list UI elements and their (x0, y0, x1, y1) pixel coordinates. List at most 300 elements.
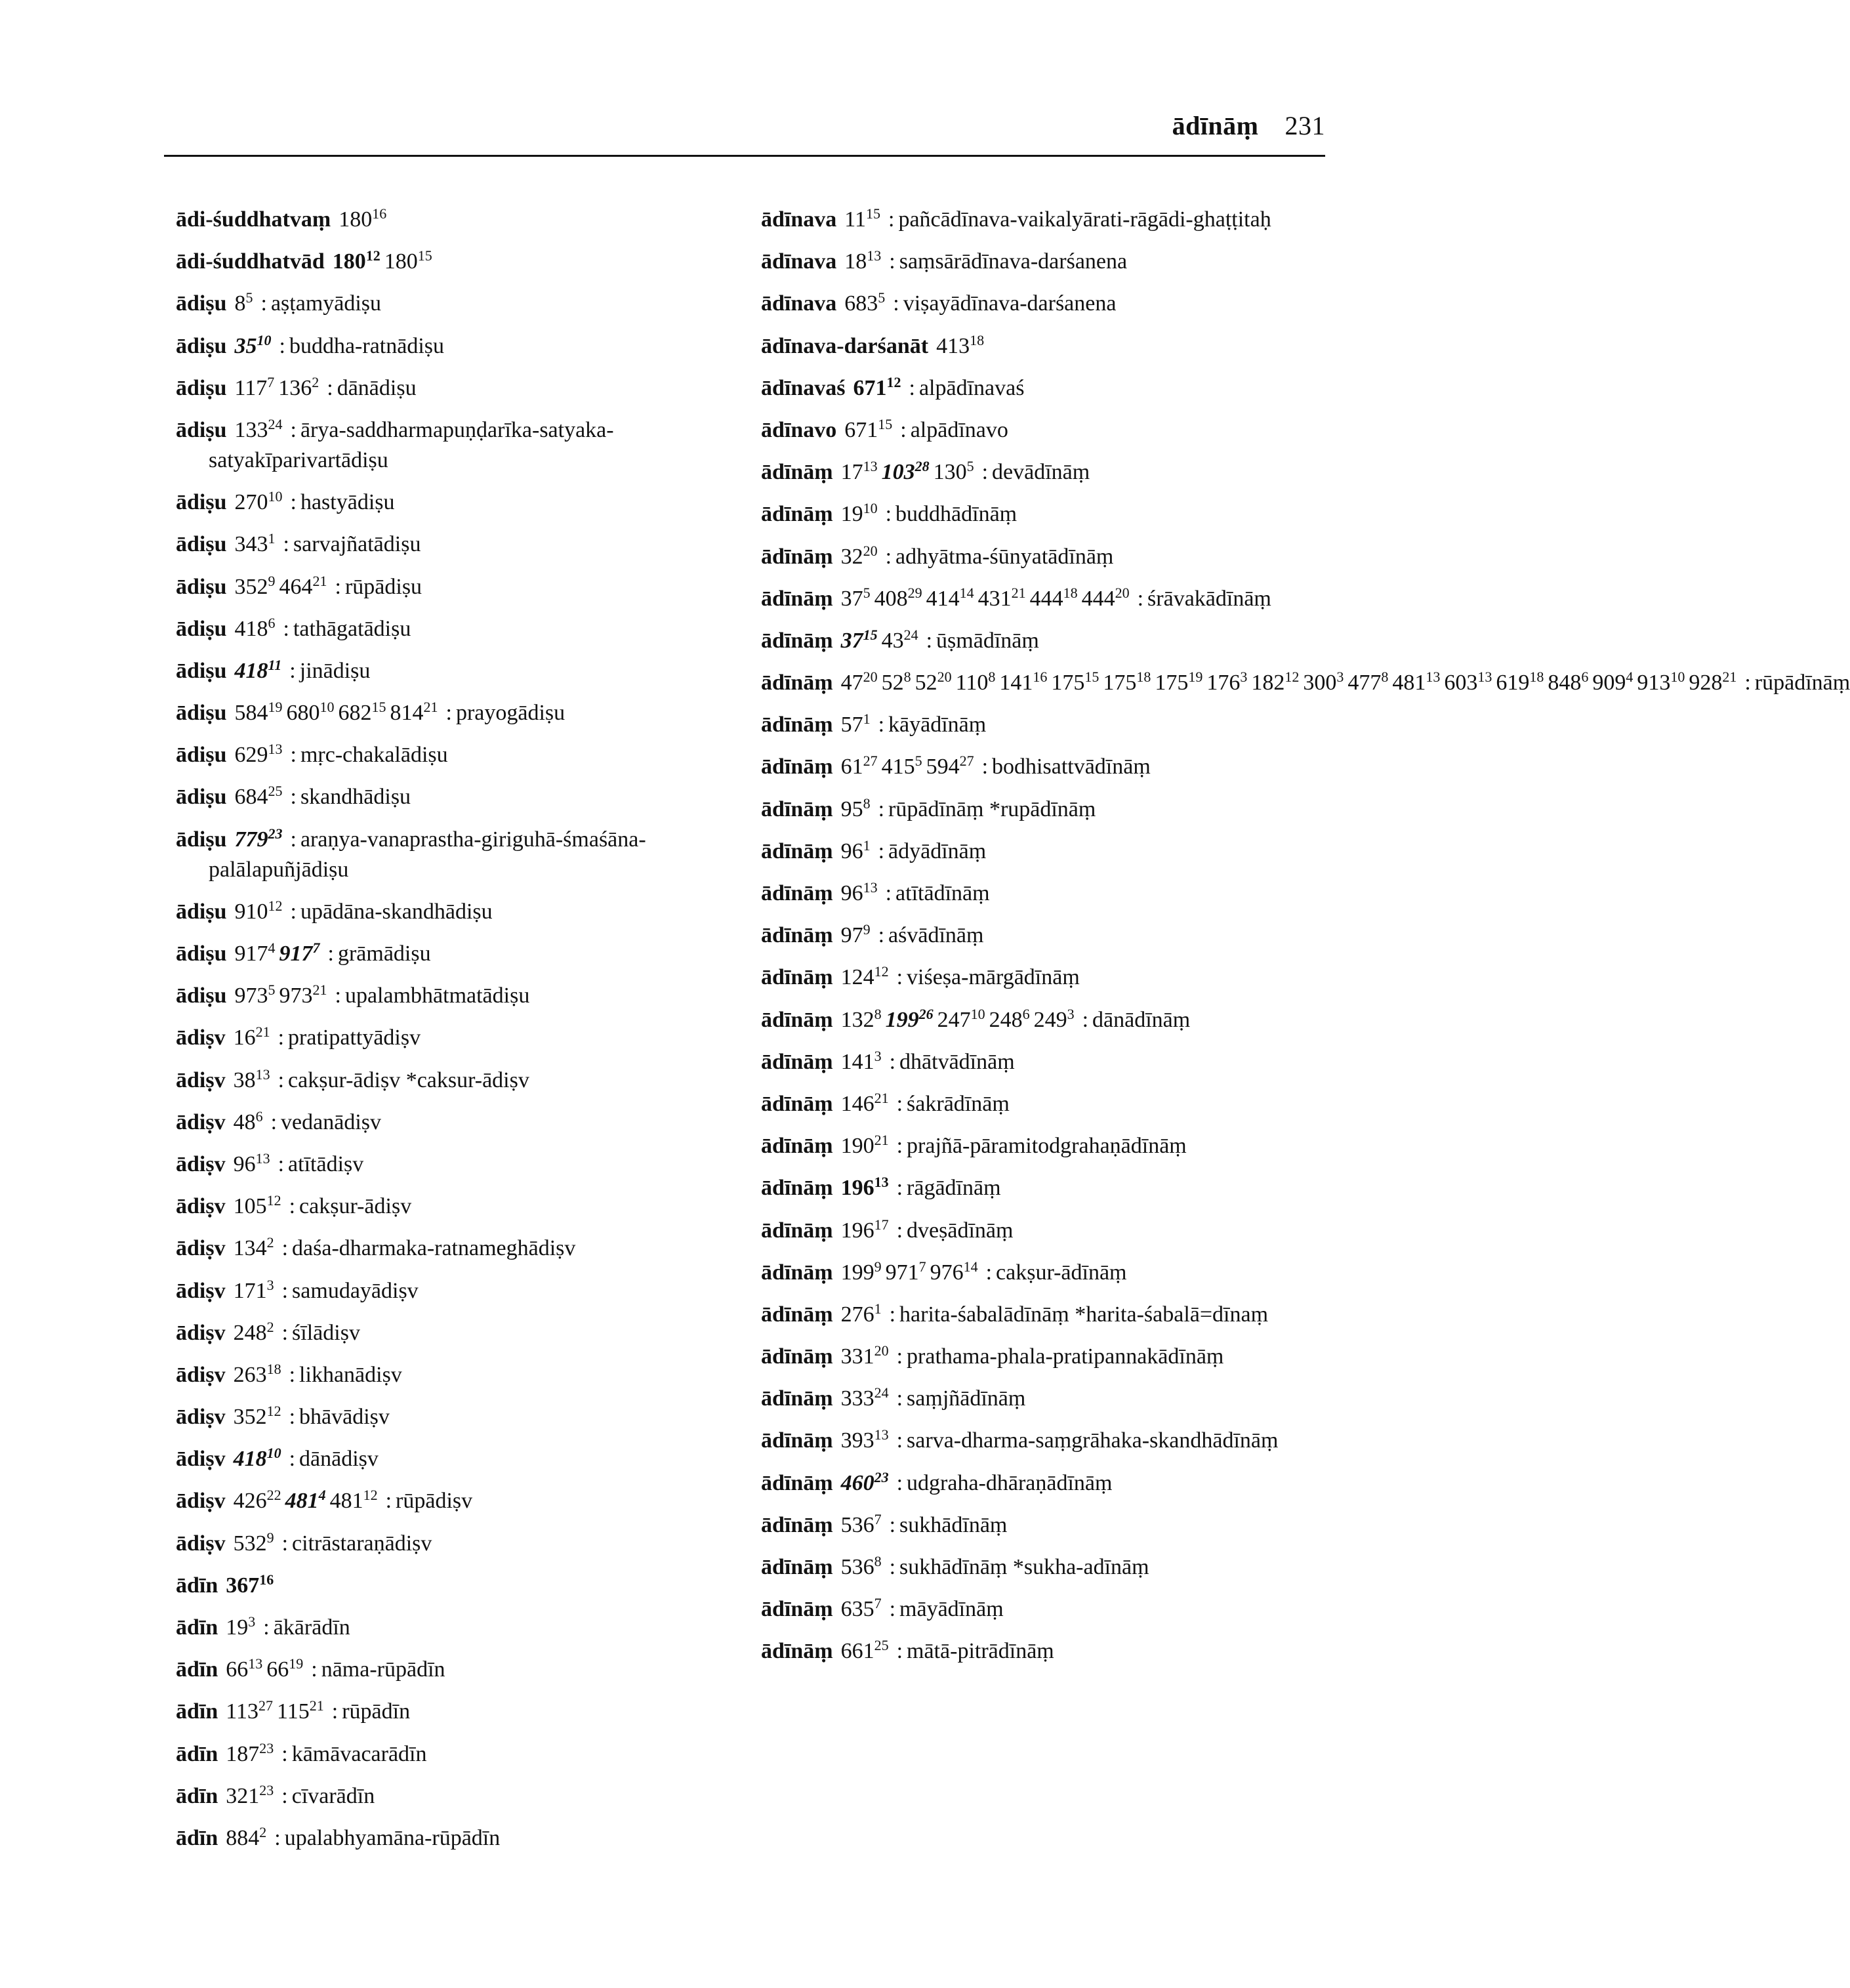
page-reference (841, 1218, 889, 1243)
colon-separator: : (1137, 586, 1144, 611)
index-entry (761, 584, 1325, 614)
entry-headword: ādīnāṃ (761, 460, 833, 485)
entry-gloss: pañcādīnava-vaikalyārati-rāgādi-ghaṭṭitaḥ (898, 207, 1271, 232)
entry-gloss: śakrādīnāṃ (907, 1091, 1010, 1116)
colon-separator: : (274, 1825, 281, 1850)
page-reference (234, 1405, 281, 1429)
index-entry (176, 1233, 753, 1264)
running-head-word: ādīnāṃ (1172, 111, 1259, 140)
page-number-ref: 96 (840, 881, 863, 905)
page-reference (882, 671, 911, 695)
page-reference (977, 584, 1026, 611)
page-number-ref: 352 (233, 1405, 267, 1430)
entry-headword: ādiṣu (176, 490, 227, 515)
entry-gloss: udgraha-dhāraṇādīnāṃ (907, 1470, 1113, 1495)
page-reference (1155, 671, 1202, 695)
page-number-ref: 196 (840, 1176, 874, 1201)
page-number-ref: 43 (881, 628, 904, 653)
page-reference (339, 207, 386, 232)
entry-gloss: bodhisattvādīnāṃ (992, 755, 1151, 779)
index-entry (761, 1047, 1325, 1077)
entry-headword: ādīn (176, 1741, 218, 1766)
index-entry (176, 205, 753, 235)
entry-headword: ādiṣv (176, 1067, 226, 1092)
page-number-ref: 190 (840, 1134, 874, 1159)
page-reference (339, 701, 386, 725)
page-reference (390, 701, 438, 725)
colon-separator: : (385, 1489, 392, 1514)
colon-separator: : (281, 1278, 289, 1303)
page-number-ref: 408 (874, 586, 908, 611)
page-reference (1251, 671, 1299, 695)
page-number-ref: 196 (840, 1218, 874, 1243)
entry-headword: ādiṣu (176, 899, 227, 924)
page-reference (841, 881, 878, 905)
entry-headword: ādiṣu (176, 827, 227, 852)
page-reference (915, 671, 952, 695)
line-number-ref: 15 (866, 205, 881, 222)
line-number-ref: 10 (257, 331, 272, 348)
page-reference (234, 656, 282, 683)
page-reference (235, 984, 276, 1008)
page-reference (234, 331, 272, 358)
index-entry (176, 572, 753, 602)
line-number-ref: 18 (1136, 669, 1151, 686)
page-number-ref: 97 (840, 923, 863, 948)
page-reference (844, 415, 893, 442)
entry-gloss: dveṣādīnāṃ (907, 1218, 1014, 1243)
colon-separator: : (327, 375, 333, 400)
page-reference (1206, 671, 1247, 695)
line-number-ref: 21 (423, 699, 438, 716)
colon-separator: : (327, 942, 334, 966)
entry-gloss: rūpādīnāṃ *rupādīnāṃ (888, 797, 1096, 821)
line-number-ref: 20 (937, 669, 952, 686)
index-entry (761, 921, 1325, 951)
page-reference (234, 1194, 281, 1218)
colon-separator: : (278, 1151, 285, 1176)
line-number-ref: 2 (259, 1823, 267, 1840)
entry-gloss: sarvajñatādiṣu (293, 532, 421, 557)
page-reference (841, 1134, 889, 1158)
right-column (761, 205, 1850, 1679)
page-number-ref: 481 (329, 1489, 363, 1514)
index-entry (761, 1005, 1325, 1035)
page-reference (841, 965, 889, 989)
page-reference (926, 755, 974, 779)
entry-gloss: grāmādiṣu (337, 942, 431, 966)
colon-separator: : (889, 1302, 896, 1327)
page-reference (844, 207, 880, 232)
page-number-ref: 460 (840, 1470, 874, 1495)
page-number-ref: 683 (844, 291, 878, 316)
colon-separator: : (331, 1699, 339, 1724)
colon-separator: : (290, 417, 297, 442)
entry-headword: ādiṣv (176, 1362, 226, 1387)
index-entry (761, 499, 1325, 529)
line-number-ref: 10 (1670, 669, 1685, 686)
line-number-ref: 8 (863, 795, 871, 812)
entry-gloss: dānādīnāṃ (1092, 1007, 1191, 1032)
page-number-ref: 661 (840, 1639, 874, 1664)
line-number-ref: 24 (903, 626, 918, 643)
colon-separator: : (885, 881, 892, 905)
entry-gloss: saṃjñādīnāṃ (907, 1386, 1026, 1411)
line-number-ref: 7 (312, 940, 320, 956)
page-reference (885, 1005, 934, 1032)
page-reference (841, 713, 871, 737)
page-number-ref: 176 (1206, 671, 1241, 695)
entry-headword: ādīnāṃ (761, 1428, 833, 1453)
page-reference (886, 1260, 926, 1285)
line-number-ref: 20 (1115, 584, 1130, 601)
page-reference (841, 671, 878, 695)
page-reference (840, 1510, 882, 1537)
index-entry (176, 1655, 753, 1685)
colon-separator: : (260, 291, 267, 316)
colon-separator: : (900, 417, 907, 442)
line-number-ref: 20 (863, 669, 878, 686)
page-reference (279, 984, 327, 1008)
colon-separator: : (281, 1531, 289, 1556)
page-reference (841, 1302, 882, 1327)
line-number-ref: 6 (1022, 1005, 1030, 1022)
page-number-ref: 331 (840, 1344, 874, 1369)
line-number-ref: 3 (1067, 1005, 1075, 1022)
index-entry (761, 1384, 1325, 1414)
page-reference (384, 249, 432, 274)
entry-gloss: prathama-phala-pratipannakādīnāṃ (907, 1344, 1224, 1369)
page-number-ref: 57 (840, 713, 863, 737)
index-entry (761, 1594, 1325, 1625)
page-number-ref: 115 (277, 1699, 310, 1724)
line-number-ref: 5 (268, 982, 276, 999)
page-reference (1029, 584, 1078, 611)
page-reference (841, 1639, 889, 1663)
page-reference (226, 1615, 255, 1640)
line-number-ref: 8 (874, 1005, 882, 1022)
page-reference (233, 1360, 281, 1387)
colon-separator: : (889, 1597, 896, 1622)
page-reference (937, 1005, 985, 1032)
line-number-ref: 5 (245, 289, 253, 306)
line-number-ref: 25 (268, 783, 283, 800)
colon-separator: : (896, 1176, 903, 1201)
page-reference (333, 249, 380, 274)
line-number-ref: 13 (863, 458, 878, 475)
page-number-ref: 11 (844, 207, 867, 232)
index-entry (761, 1468, 1325, 1499)
entry-headword: ādīnāṃ (761, 1470, 833, 1495)
page-reference (1103, 671, 1151, 695)
colon-separator: : (289, 1362, 296, 1387)
page-reference (840, 1005, 882, 1032)
line-number-ref: 7 (918, 1258, 926, 1275)
entry-gloss: rāgādīnāṃ (907, 1176, 1001, 1201)
line-number-ref: 9 (874, 1258, 882, 1275)
entry-gloss: buddha-ratnādiṣu (289, 333, 444, 358)
page-number-ref: 182 (1251, 671, 1285, 695)
line-number-ref: 12 (874, 963, 889, 980)
line-number-ref: 15 (878, 415, 893, 432)
index-entry (761, 1426, 1325, 1456)
page-reference (841, 502, 878, 526)
colon-separator: : (281, 1741, 288, 1766)
index-entry (761, 331, 1325, 362)
page-reference (226, 1781, 274, 1808)
line-number-ref: 13 (863, 879, 878, 896)
page-number-ref: 187 (226, 1741, 260, 1766)
page-number-ref: 928 (1689, 671, 1723, 695)
entry-gloss: viśeṣa-mārgādīnāṃ (907, 965, 1080, 990)
line-number-ref: 5 (878, 289, 886, 306)
colon-separator: : (888, 207, 895, 232)
entry-gloss: araṇya-vanaprastha-giriguhā-śmaśāna-palālapuñjādiṣu (209, 827, 646, 882)
page-number-ref: 426 (233, 1489, 267, 1514)
line-number-ref: 13 (1426, 669, 1441, 686)
index-entry (761, 1510, 1325, 1541)
page-reference (882, 460, 930, 484)
entry-headword: ādīnāṃ (761, 839, 833, 863)
page-reference (1303, 671, 1344, 695)
colon-separator: : (281, 1236, 289, 1261)
entry-headword: ādiṣu (176, 574, 227, 599)
page-number-ref: 52 (915, 671, 937, 695)
line-number-ref: 10 (268, 488, 283, 505)
page-number-ref: 971 (885, 1260, 919, 1285)
line-number-ref: 27 (863, 753, 878, 770)
colon-separator: : (896, 1218, 903, 1243)
index-entry (176, 415, 753, 476)
index-entry (176, 289, 753, 319)
line-number-ref: 4 (1626, 669, 1634, 686)
page-reference (841, 923, 871, 947)
page-number-ref: 976 (930, 1260, 964, 1285)
colon-separator: : (445, 701, 452, 726)
line-number-ref: 7 (874, 1510, 882, 1527)
line-number-ref: 12 (268, 897, 283, 914)
line-number-ref: 15 (1084, 669, 1100, 686)
page-reference (1592, 671, 1633, 695)
page-number-ref: 536 (840, 1555, 874, 1579)
index-entry (761, 247, 1325, 277)
index-entry (176, 698, 753, 728)
line-number-ref: 23 (259, 1739, 274, 1756)
page-number-ref: 180 (384, 249, 418, 274)
page-number-ref: 48 (233, 1109, 256, 1134)
entry-headword: ādi-śuddhatvād (176, 249, 325, 274)
entry-headword: ādīnāṃ (761, 502, 833, 527)
line-number-ref: 8 (988, 669, 996, 686)
page-reference (1548, 671, 1588, 695)
page-number-ref: 37 (840, 628, 863, 653)
page-number-ref: 141 (840, 1049, 874, 1074)
entry-headword: ādiṣu (176, 701, 227, 726)
page-number-ref: 333 (840, 1386, 874, 1411)
entry-gloss: śrāvakādīnāṃ (1147, 586, 1271, 611)
entry-gloss: saṃsārādīnava-darśanena (899, 249, 1128, 274)
colon-separator: : (926, 628, 933, 653)
entry-gloss: dānādiṣu (337, 375, 417, 400)
line-number-ref: 23 (874, 1468, 889, 1485)
line-number-ref: 3 (248, 1613, 256, 1630)
page-number-ref: 175 (1051, 671, 1085, 695)
colon-separator: : (278, 1067, 285, 1092)
line-number-ref: 13 (874, 1174, 889, 1191)
index-entry (176, 825, 753, 885)
page-reference (234, 897, 283, 924)
page-number-ref: 603 (1444, 671, 1478, 695)
line-number-ref: 12 (886, 373, 901, 390)
entry-headword: ādīnava (761, 291, 837, 316)
entry-headword: ādīn (176, 1615, 218, 1640)
entry-headword: ādiṣv (176, 1236, 226, 1261)
index-entry (176, 740, 753, 770)
page-reference (234, 1531, 274, 1556)
entry-headword: ādīn (176, 1657, 218, 1682)
entry-headword: ādīnāṃ (761, 586, 833, 611)
entry-headword: ādīnavaś (761, 375, 846, 400)
page-number-ref: 481 (1392, 671, 1426, 695)
entry-gloss: prayogādiṣu (455, 701, 565, 726)
entry-headword: ādiṣu (176, 532, 227, 557)
colon-separator: : (290, 899, 297, 924)
page-reference (226, 1573, 274, 1598)
index-entry (176, 247, 753, 277)
entry-headword: ādīnavo (761, 417, 837, 442)
entry-gloss: nāma-rūpādīn (321, 1657, 445, 1682)
entry-headword: ādiṣv (176, 1531, 226, 1556)
colon-separator: : (896, 1091, 903, 1116)
index-entry (761, 752, 1325, 782)
entry-gloss: alpādīnavo (910, 417, 1008, 442)
entry-gloss: aśvādīnāṃ (888, 923, 984, 948)
line-number-ref: 10 (319, 699, 335, 716)
page-number-ref: 680 (286, 701, 320, 726)
line-number-ref: 21 (312, 982, 327, 999)
page-reference (844, 249, 881, 274)
index-entry (176, 1149, 753, 1180)
index-entry (176, 1529, 753, 1559)
page-reference (279, 572, 327, 599)
entry-headword: ādiṣv (176, 1194, 226, 1219)
page-number-ref: 444 (1081, 586, 1115, 611)
page-reference (279, 942, 320, 966)
line-number-ref: 24 (268, 415, 283, 432)
page-reference (1392, 671, 1440, 695)
page-reference (841, 1260, 882, 1285)
page-reference (956, 671, 996, 695)
colon-separator: : (289, 1405, 296, 1430)
colon-separator: : (335, 984, 341, 1008)
line-number-ref: 14 (963, 1258, 978, 1275)
entry-headword: ādīnāṃ (761, 1597, 833, 1622)
colon-separator: : (278, 1025, 285, 1050)
line-number-ref: 29 (907, 584, 922, 601)
page-reference (840, 626, 878, 653)
entry-gloss: rūpādīnāṃ (1754, 671, 1850, 695)
entry-gloss: sukhādīnāṃ *sukha-adīnāṃ (899, 1555, 1149, 1579)
page-number-ref: 117 (234, 375, 268, 400)
page-reference (1637, 671, 1685, 695)
page-number-ref: 418 (233, 1447, 267, 1472)
index-entry (176, 981, 753, 1011)
page-reference (874, 584, 922, 611)
line-number-ref: 18 (266, 1360, 281, 1377)
page-number-ref: 413 (936, 333, 970, 358)
page-header (164, 98, 1325, 157)
entry-gloss: alpādīnavaś (918, 375, 1025, 400)
page-reference (234, 572, 276, 599)
line-number-ref: 5 (966, 458, 974, 475)
index-entry (176, 1486, 753, 1516)
page-reference (930, 1260, 978, 1285)
index-entry (761, 1258, 1325, 1288)
line-number-ref: 12 (365, 247, 380, 264)
page-number-ref: 431 (977, 586, 1012, 611)
entry-headword: ādīnāṃ (761, 1512, 833, 1537)
index-entry (176, 1108, 753, 1138)
page-number-ref: 136 (278, 375, 312, 400)
line-number-ref: 17 (874, 1216, 889, 1233)
page-reference (226, 1657, 262, 1682)
entry-gloss: cīvarādīn (291, 1783, 375, 1808)
page-number-ref: 444 (1029, 586, 1063, 611)
page-number-ref: 16 (233, 1025, 256, 1050)
page-number-ref: 248 (989, 1007, 1023, 1032)
page-number-ref: 917 (279, 942, 313, 966)
index-entry (176, 1402, 753, 1432)
line-number-ref: 11 (268, 656, 282, 673)
line-number-ref: 21 (309, 1697, 324, 1714)
entry-headword: ādīnāṃ (761, 1007, 833, 1032)
colon-separator: : (896, 1470, 903, 1495)
entry-gloss: ārya-saddharmapuṇḍarīka-satyaka-satyakīparivartādiṣu (209, 417, 614, 472)
entry-gloss: rūpādiṣu (344, 574, 422, 599)
line-number-ref: 3 (874, 1047, 882, 1064)
entry-gloss: sukhādīnāṃ (899, 1512, 1008, 1537)
page-number-ref: 594 (926, 755, 960, 779)
page-reference (235, 942, 276, 966)
page-reference (235, 743, 283, 767)
entry-headword: ādiṣu (176, 291, 227, 316)
entry-gloss: kāyādīnāṃ (888, 713, 987, 737)
colon-separator: : (985, 1260, 993, 1285)
index-entry (176, 1697, 753, 1727)
entry-headword: ādiṣv (176, 1151, 226, 1176)
page-number-ref: 300 (1303, 671, 1337, 695)
index-entry (761, 1552, 1325, 1583)
page-number-ref: 110 (955, 671, 989, 695)
line-number-ref: 14 (959, 584, 974, 601)
index-entry (761, 205, 1325, 235)
index-entry (761, 1342, 1325, 1372)
page-reference (234, 1489, 281, 1513)
page-number-ref: 909 (1592, 671, 1626, 695)
colon-separator: : (885, 502, 892, 527)
page-number-ref: 38 (233, 1067, 256, 1092)
index-entry (176, 1360, 753, 1390)
page-number-ref: 973 (234, 984, 268, 1008)
page-reference (235, 701, 283, 725)
page-number-ref: 180 (332, 249, 366, 274)
page-reference (934, 460, 974, 484)
page-reference (853, 373, 901, 400)
line-number-ref: 8 (1381, 669, 1389, 686)
colon-separator: : (878, 797, 885, 821)
colon-separator: : (909, 375, 915, 400)
entry-gloss: prajñā-pāramitodgrahaṇādīnāṃ (907, 1134, 1187, 1159)
